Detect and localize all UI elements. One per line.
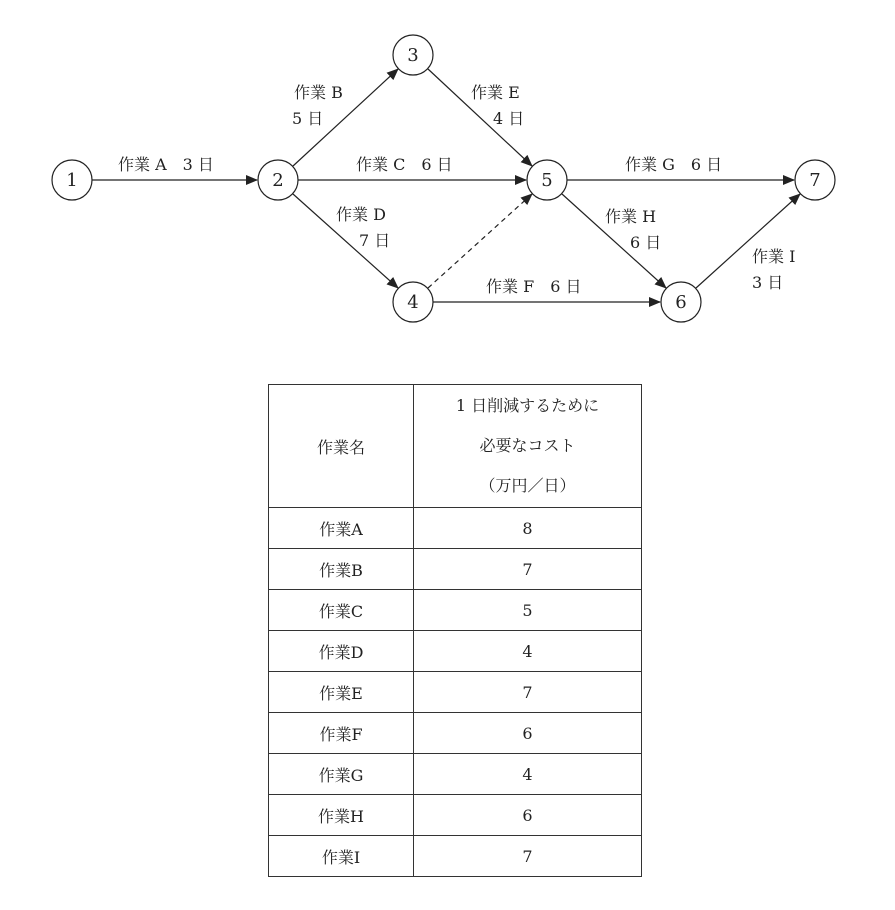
cost-cell: 5 bbox=[414, 590, 642, 631]
table-row bbox=[269, 713, 642, 754]
label-g: 作業 G 6 日 bbox=[625, 155, 723, 174]
node-3 bbox=[393, 35, 433, 75]
svg-text:7: 7 bbox=[809, 170, 821, 191]
table-row bbox=[269, 836, 642, 877]
label-d-task: 作業 D bbox=[336, 205, 386, 224]
cost-cell: 8 bbox=[414, 508, 642, 549]
task-cell: 作業I bbox=[269, 836, 414, 877]
label-e-days: 4 日 bbox=[493, 109, 525, 128]
task-cell: 作業A bbox=[269, 508, 414, 549]
arrow-diagram bbox=[0, 0, 895, 360]
cost-cell: 6 bbox=[414, 795, 642, 836]
svg-text:6: 6 bbox=[675, 292, 687, 313]
task-cell: 作業B bbox=[269, 549, 414, 590]
edge-labels bbox=[118, 83, 795, 296]
header-cost bbox=[414, 385, 642, 508]
edge-dummy bbox=[428, 194, 532, 288]
svg-text:3: 3 bbox=[407, 45, 419, 66]
cost-cell: 6 bbox=[414, 713, 642, 754]
header-cost-line3: （万円／日） bbox=[479, 476, 576, 495]
table-row bbox=[269, 672, 642, 713]
label-f: 作業 F 6 日 bbox=[486, 277, 582, 296]
cost-cell: 4 bbox=[414, 631, 642, 672]
label-c: 作業 C 6 日 bbox=[356, 155, 453, 174]
svg-text:4: 4 bbox=[407, 292, 419, 313]
label-i-task: 作業 I bbox=[752, 247, 796, 266]
cost-table bbox=[268, 384, 642, 877]
edges bbox=[92, 69, 800, 302]
table-row bbox=[269, 754, 642, 795]
table-row bbox=[269, 590, 642, 631]
svg-text:5: 5 bbox=[541, 170, 553, 191]
cost-cell: 7 bbox=[414, 836, 642, 877]
label-a: 作業 A 3 日 bbox=[118, 155, 214, 174]
node-2 bbox=[258, 160, 298, 200]
node-6 bbox=[661, 282, 701, 322]
label-d-days: 7 日 bbox=[359, 231, 391, 250]
cost-cell: 7 bbox=[414, 549, 642, 590]
task-cell: 作業G bbox=[269, 754, 414, 795]
svg-text:1: 1 bbox=[66, 170, 78, 191]
cost-cell: 7 bbox=[414, 672, 642, 713]
label-b-days: 5 日 bbox=[292, 109, 324, 128]
header-cost-line2: 必要なコスト bbox=[479, 436, 576, 455]
task-cell: 作業D bbox=[269, 631, 414, 672]
task-cell: 作業C bbox=[269, 590, 414, 631]
svg-text:2: 2 bbox=[272, 170, 284, 191]
label-h-days: 6 日 bbox=[630, 233, 662, 252]
task-cell: 作業E bbox=[269, 672, 414, 713]
table-row bbox=[269, 795, 642, 836]
edge-i bbox=[696, 194, 800, 288]
label-e-task: 作業 E bbox=[471, 83, 520, 102]
table-row bbox=[269, 549, 642, 590]
table-row bbox=[269, 631, 642, 672]
nodes bbox=[52, 35, 835, 322]
node-4 bbox=[393, 282, 433, 322]
label-b-task: 作業 B bbox=[294, 83, 343, 102]
cost-cell: 4 bbox=[414, 754, 642, 795]
node-7 bbox=[795, 160, 835, 200]
label-i-days: 3 日 bbox=[752, 273, 784, 292]
node-5 bbox=[527, 160, 567, 200]
node-1 bbox=[52, 160, 92, 200]
task-cell: 作業H bbox=[269, 795, 414, 836]
table-header-row bbox=[269, 385, 642, 508]
task-cell: 作業F bbox=[269, 713, 414, 754]
header-task-name: 作業名 bbox=[269, 385, 414, 508]
table-row bbox=[269, 508, 642, 549]
header-cost-line1: 1 日削減するために bbox=[455, 396, 600, 415]
label-h-task: 作業 H bbox=[605, 207, 657, 226]
